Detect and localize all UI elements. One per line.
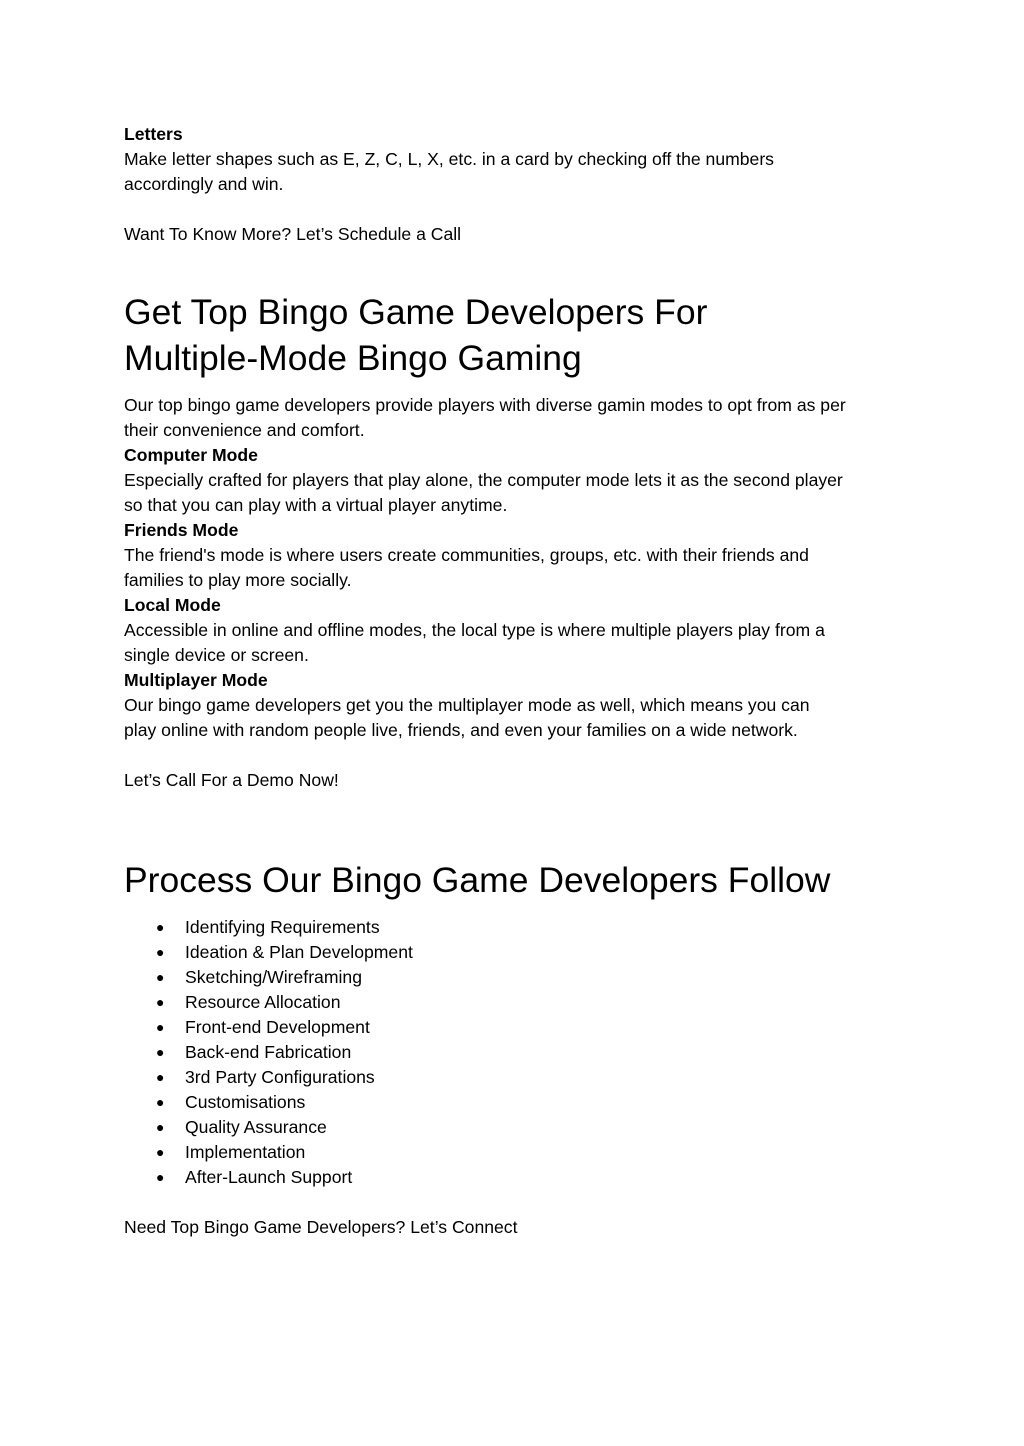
list-item: ● Back-end Fabrication	[124, 1040, 914, 1065]
mode-text-line: Especially crafted for players that play alone, the computer mode lets it as the second player	[124, 470, 843, 490]
list-item: ● 3rd Party Configurations	[124, 1065, 914, 1090]
bullet-icon: ●	[156, 994, 165, 1010]
mode-heading-friends: Friends Mode	[124, 520, 239, 540]
bullet-icon: ●	[156, 1119, 165, 1135]
schedule-call-link[interactable]: Want To Know More? Let’s Schedule a Call	[124, 224, 462, 244]
mode-text-line: Accessible in online and offline modes, the local type is where multiple players play from a	[124, 620, 825, 640]
section-title: Multiple-Mode Bingo Gaming	[124, 338, 582, 378]
spacer	[124, 903, 914, 915]
list-item: ● Identifying Requirements	[124, 915, 914, 940]
spacer	[124, 381, 914, 393]
letters-text-line: Make letter shapes such as E, Z, C, L, X, etc. in a card by checking off the numbers	[124, 149, 774, 169]
bullet-icon: ●	[156, 919, 165, 935]
spacer	[124, 793, 914, 857]
section-intro-line: Our top bingo game developers provide players with diverse gamin modes to opt from as per	[124, 395, 846, 415]
mode-text-line: The friend's mode is where users create communities, groups, etc. with their friends and	[124, 545, 809, 565]
spacer	[124, 743, 914, 768]
bullet-icon: ●	[156, 944, 165, 960]
mode-heading-computer: Computer Mode	[124, 445, 258, 465]
letters-heading: Letters	[124, 124, 183, 144]
demo-call-link[interactable]: Let’s Call For a Demo Now!	[124, 770, 339, 790]
connect-link[interactable]: Need Top Bingo Game Developers? Let’s Connect	[124, 1217, 518, 1237]
spacer	[124, 1190, 914, 1215]
document-page	[124, 122, 914, 1240]
letters-text-line: accordingly and win.	[124, 174, 284, 194]
process-steps-list	[124, 915, 914, 1190]
list-item: ● Customisations	[124, 1090, 914, 1115]
spacer	[124, 197, 914, 222]
spacer	[124, 247, 914, 289]
section-title: Get Top Bingo Game Developers For	[124, 292, 708, 332]
mode-heading-multiplayer: Multiplayer Mode	[124, 670, 268, 690]
bullet-icon: ●	[156, 1169, 165, 1185]
list-item: ● Sketching/Wireframing	[124, 965, 914, 990]
section-intro-line: their convenience and comfort.	[124, 420, 365, 440]
list-item: ● Resource Allocation	[124, 990, 914, 1015]
mode-text-line: families to play more socially.	[124, 570, 352, 590]
bullet-icon: ●	[156, 969, 165, 985]
bullet-icon: ●	[156, 1144, 165, 1160]
mode-heading-local: Local Mode	[124, 595, 221, 615]
mode-text-line: single device or screen.	[124, 645, 309, 665]
list-item: ● Ideation & Plan Development	[124, 940, 914, 965]
bullet-icon: ●	[156, 1044, 165, 1060]
bullet-icon: ●	[156, 1069, 165, 1085]
bullet-icon: ●	[156, 1094, 165, 1110]
bullet-icon: ●	[156, 1019, 165, 1035]
list-item: ● After-Launch Support	[124, 1165, 914, 1190]
list-item: ● Quality Assurance	[124, 1115, 914, 1140]
process-section-title: Process Our Bingo Game Developers Follow	[124, 860, 831, 900]
list-item: ● Implementation	[124, 1140, 914, 1165]
mode-text-line: Our bingo game developers get you the multiplayer mode as well, which means you can	[124, 695, 810, 715]
mode-text-line: play online with random people live, friends, and even your families on a wide network.	[124, 720, 798, 740]
mode-text-line: so that you can play with a virtual player anytime.	[124, 495, 508, 515]
list-item: ● Front-end Development	[124, 1015, 914, 1040]
